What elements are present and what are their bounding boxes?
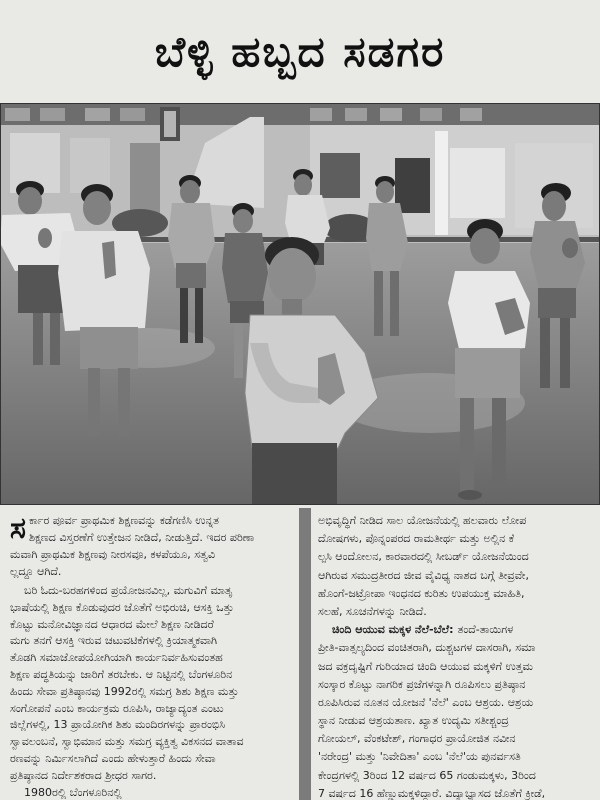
text-line: ಭಾಷೆಯಲ್ಲಿ ಶಿಕ್ಷಣ ಕೊಡುವುದರ ಜೊತೆಗೆ ಅಭಿರುಚಿ, ಆಸಕ್ತಿ ಒತ್ತು [10,600,234,614]
article-column-left [10,512,292,800]
text-line: ಗೋಯಲ್, ವೆಂಕಟೇಶ್, ಗಂಗಾಧರ ಪ್ರಾಯೋಜಿತ ನವೀನ [318,732,516,746]
text-line: ಕೇಂದ್ರಗಳಲ್ಲಿ 3ರಿಂದ 12 ವರ್ಷದ 65 ಗಂಡುಮಕ್ಕಳು, 3ರಿಂದ [318,768,536,782]
paragraph [10,583,292,785]
drop-cap: ಸ [10,512,26,546]
text-line [318,621,592,639]
text-fragment: ತಂದೆ-ತಾಯಿಗಳ [457,623,514,637]
text-line: ಮವಾಗಿ ಪ್ರಾಥಮಿಕ ಶಿಕ್ಷಣವು ನೀರಸವೂ, ಕಳಪೆಯೂ, ಸತ್ವವಿ [10,548,216,561]
text-line: 7 ವರ್ಷದ 16 ಹೆಣ್ಣುಮಕ್ಕಳಿದ್ದಾರೆ. ವಿದ್ಯಾಭ್ಯಾಸದ ಜೊತೆಗೆ ಕ್ರೀಡೆ, [318,786,546,800]
text-line: ಸ್ವಾವಲಂಬನೆ, ಸ್ವಾಭಿಮಾನ ಮತ್ತು ಸಮಗ್ರ ವ್ಯಕ್ತಿತ್ವ ವಿಕಸನದ ವಾತಾವ [10,735,244,749]
text-line: ಪ್ರೀತಿ-ವಾತ್ಸಲ್ಯದಿಂದ ವಂಚಿತರಾಗಿ, ದುಶ್ಚಟಗಳ ದಾಸರಾಗಿ, ಸಮಾ [318,641,536,655]
text-line: ಸಂಗೋಪನೆ ಎಂಬ ಕಾರ್ಯಕ್ರಮ ರೂಪಿಸಿ, ರಾಜ್ಯಾದ್ಯಂತ ಎಂಟು [10,701,224,715]
text-line: 1980ರಲ್ಲಿ ಬೆಂಗಳೂರಿನಲ್ಲಿ [24,785,122,799]
text-line: ಸಲಹೆ, ಸೂಚನೆಗಳನ್ನು ನೀಡಿದೆ. [318,604,427,618]
text-line: ದೋಷಗಳು, ಪೊನ್ನಂಪರದ ರಾಮತೀರ್ಥ ಮತ್ತು ಅಲ್ಲಿನ ಕೆ [318,532,515,546]
text-line: ಹಿಂದು ಸೇವಾ ಪ್ರತಿಷ್ಠಾನವು 1992ರಲ್ಲಿ ಸಮಗ್ರ ಶಿಶು ಶಿಕ್ಷಣ ಮತ್ತು [10,684,239,698]
photo-illustration [0,103,600,505]
text-line: ಸಂಸ್ಕಾರ ಕೊಟ್ಟು ನಾಗರಿಕ ಪ್ರಜೆಗಳನ್ನಾಗಿ ರೂಪಿಸಲು ಪ್ರತಿಷ್ಠಾನ [318,677,526,691]
text-line: ಮಗು ತನಗೆ ಆಸಕ್ತಿ ಇರುವ ಚಟುವಟಿಕೆಗಳಲ್ಲಿ ಕ್ರಿಯಾತ್ಮಕವಾಗಿ [10,634,218,648]
column-divider [299,508,311,800]
text-line: ಲ್ಪಸಿ ಆಂದೋಲನ, ಕಾರವಾರದಲ್ಲಿ ಸೀಬರ್ಡ್ ಯೋಜನೆಯಿಂದ [318,550,529,564]
text-line: ಜಿಲ್ಲೆಗಳಲ್ಲಿ, 13 ಪ್ರಾಯೋಗಿಕ ಶಿಶು ಮಂದಿರಗಳನ್ನು ಪ್ರಾರಂಭಿಸಿ [10,718,226,732]
text-line: ಸ್ಥಾನ ನೀಡುವ ಆಶ್ರಯತಾಣ. ಖ್ಯಾತ ಉದ್ಯಮಿ ಸತೀಶ್ಚಂದ್ರ [318,714,509,728]
text-line: ಹೊಂಗೆ-ಜಟ್ರೋಪಾ ಇಂಧನದ ಕುರಿತು ಉಪಯುಕ್ತ ಮಾಹಿತಿ, [318,586,525,600]
text-line: ಶಿಕ್ಷಣ ಪದ್ಧತಿಯನ್ನು ಜಾರಿಗೆ ತರಬೇಕು. ಆ ನಿಟ್ಟಿನಲ್ಲಿ ಬೆಂಗಳೂರಿನ [10,667,233,681]
subheading-lead: ಚಿಂದಿ ಆಯುವ ಮಕ್ಕಳ ನೆಲೆ-ಬೆಲೆ: [332,623,454,637]
paragraph [10,512,292,580]
text-line: ಆಗಿರುವ ಸಮುದ್ರತೀರದ ಜೀವ ವೈವಿಧ್ಯ ನಾಶದ ಬಗ್ಗೆ ತೀವ್ರವೇ, [318,568,529,582]
headline: ಬೆಳ್ಳಿ ಹಬ್ಬದ ಸಡಗರ [154,27,446,76]
article-column-right [318,512,592,800]
text-line: ತೊಡಗಿ ಸಮಾಜೋಪಯೋಗಿಯಾಗಿ ಕಾರ್ಯನಿರ್ವಹಿಸುವಂತಹ [10,651,223,665]
text-line: 'ನರೇಂದ್ರ' ಮತ್ತು 'ನಿವೇದಿತಾ' ಎಂಬ 'ನೆಲೆ'ಯ ಪುನರ್ವಸತಿ [318,750,521,764]
text-line: ರೂಪಿಸಿರುವ ನೂತನ ಯೋಜನೆ 'ನೆಲೆ' ಎಂಬ ಆಶ್ರಯ. ಆಶ್ರಯ [318,695,534,709]
text-line: ಲ್ಲದ್ದೂ ಆಗಿದೆ. [10,565,62,578]
text-line: ಜದ ವಕ್ರದೃಷ್ಟಿಗೆ ಗುರಿಯಾದ ಚಿಂದಿ ಆಯುವ ಮಕ್ಕಳಿಗೆ ಉತ್ತಮ [318,659,533,673]
text-line: ಪ್ರತಿಷ್ಠಾನದ ನಿರ್ದೇಶಕರಾದ ಶ್ರೀಧರ ಸಾಗರ. [10,768,157,782]
text-line: ಶಿಕ್ಷಣದ ವಿಸ್ತರಣೆಗೆ ಉತ್ತೇಜನ ನೀಡಿದೆ, ನೀಡುತ್ತಿದೆ. ಇದರ ಪರಿಣಾ [28,531,255,544]
paragraph [318,512,592,621]
text-line: ರಣವನ್ನು ನಿರ್ಮಿಸಲಾಗಿದೆ ಎಂದು ಹೇಳುತ್ತಾರೆ ಹಿಂದು ಸೇವಾ [10,751,216,765]
paragraph [10,785,292,800]
news-photo [0,103,600,505]
text-line: ಅಭಿವೃದ್ಧಿಗೆ ನೀಡಿದ ಸಾಲ ಯೋಜನೆಯಲ್ಲಿ ಹಲವಾರು ಲೋಪ [318,514,527,527]
text-line: ಬರಿ ಓದು-ಬರಹಗಳಿಂದ ಪ್ರಯೋಜನವಿಲ್ಲ, ಮಗುವಿಗೆ ಮಾತೃ [24,584,233,597]
text-line: ಕೊಟ್ಟು ಮನೋವಿಜ್ಞಾನದ ಆಧಾರದ ಮೇಲೆ ಶಿಕ್ಷಣ ನೀಡಿದರೆ [10,617,214,631]
paragraph [318,621,592,800]
text-line: ರ್ಕಾರ ಪೂರ್ವ ಪ್ರಾಥಮಿಕ ಶಿಕ್ಷಣವನ್ನು ಕಡೆಗಣಿಸಿ ಉನ್ನತ [28,514,219,527]
